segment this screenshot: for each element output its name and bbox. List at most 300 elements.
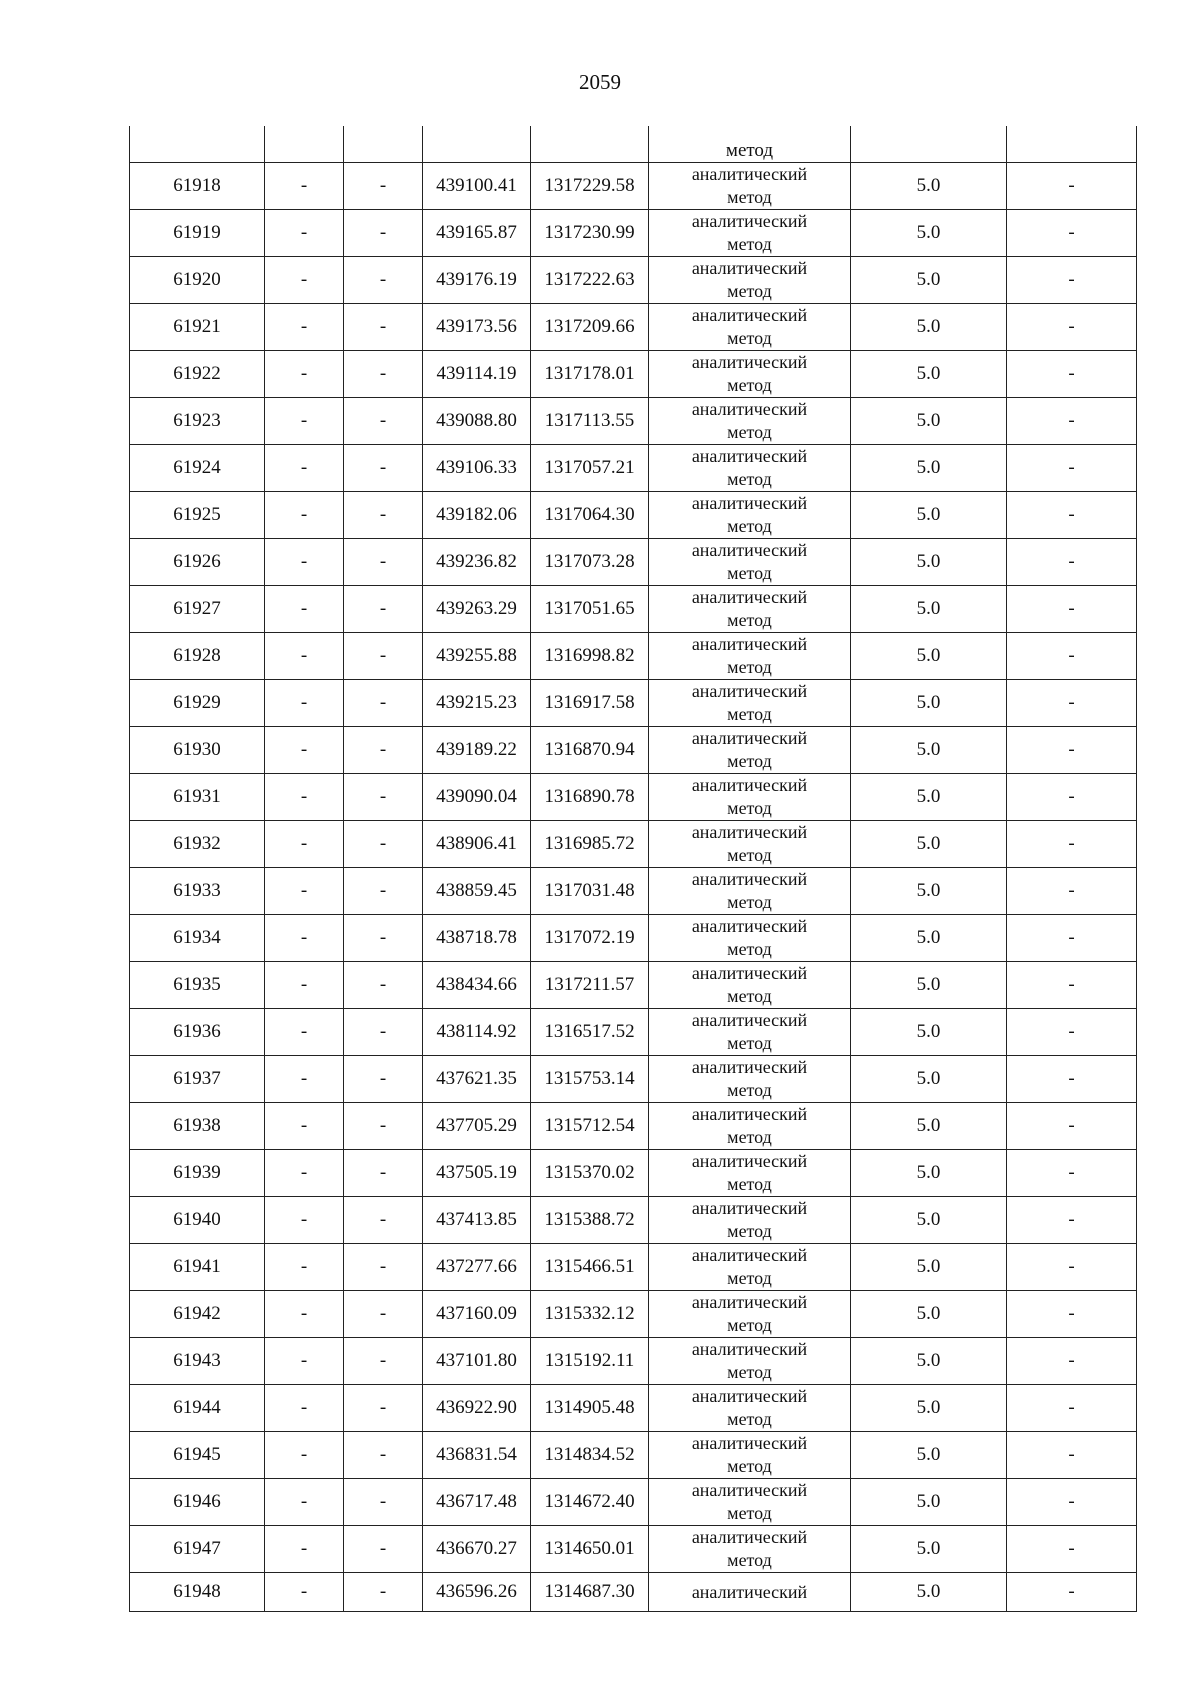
point-id-cell: 61943 (130, 1338, 265, 1385)
method-cell (649, 1197, 851, 1244)
dash-cell: - (1007, 680, 1137, 727)
dash-cell: - (1007, 586, 1137, 633)
method-cell (649, 539, 851, 586)
method-text: аналитический (691, 493, 808, 513)
x-coordinate-cell: 439088.80 (423, 398, 531, 445)
method-cell (649, 492, 851, 539)
x-coordinate-cell: 439255.88 (423, 633, 531, 680)
method-text: метод (727, 234, 772, 254)
method-text: метод (727, 281, 772, 301)
dash-cell: - (344, 445, 423, 492)
method-text: аналитический (691, 1292, 808, 1312)
method-cell (649, 1056, 851, 1103)
point-id-cell: 61923 (130, 398, 265, 445)
dash-cell: - (265, 962, 344, 1009)
dash-cell: - (1007, 915, 1137, 962)
point-id-cell: 61947 (130, 1526, 265, 1573)
method-text: аналитический (691, 916, 808, 936)
point-id-cell: 61927 (130, 586, 265, 633)
method-text: аналитический (691, 1386, 808, 1406)
table-row (130, 868, 1137, 915)
dash-cell: - (344, 1385, 423, 1432)
dash-cell: - (265, 1056, 344, 1103)
table-cell: метод (649, 126, 851, 163)
x-coordinate-cell: 438434.66 (423, 962, 531, 1009)
y-coordinate-cell: 1315192.11 (531, 1338, 649, 1385)
coordinates-table (129, 126, 1137, 1612)
table-cell (344, 126, 423, 163)
dash-cell: - (265, 680, 344, 727)
y-coordinate-cell: 1316870.94 (531, 727, 649, 774)
x-coordinate-cell: 439173.56 (423, 304, 531, 351)
point-id-cell: 61945 (130, 1432, 265, 1479)
y-coordinate-cell: 1314672.40 (531, 1479, 649, 1526)
method-text: метод (727, 1456, 772, 1476)
method-text: метод (727, 1315, 772, 1335)
point-id-cell: 61919 (130, 210, 265, 257)
accuracy-cell: 5.0 (851, 304, 1007, 351)
method-cell (649, 962, 851, 1009)
dash-cell: - (1007, 962, 1137, 1009)
x-coordinate-cell: 438906.41 (423, 821, 531, 868)
dash-cell: - (344, 492, 423, 539)
dash-cell: - (265, 539, 344, 586)
dash-cell: - (344, 1338, 423, 1385)
method-text: метод (727, 610, 772, 630)
accuracy-cell: 5.0 (851, 586, 1007, 633)
point-id-cell: 61938 (130, 1103, 265, 1150)
dash-cell: - (265, 1197, 344, 1244)
point-id-cell: 61940 (130, 1197, 265, 1244)
x-coordinate-cell: 439165.87 (423, 210, 531, 257)
dash-cell: - (265, 586, 344, 633)
point-id-cell: 61944 (130, 1385, 265, 1432)
x-coordinate-cell: 437621.35 (423, 1056, 531, 1103)
table-row (130, 1432, 1137, 1479)
y-coordinate-cell: 1317031.48 (531, 868, 649, 915)
method-cell (649, 586, 851, 633)
point-id-cell: 61922 (130, 351, 265, 398)
accuracy-cell: 5.0 (851, 1197, 1007, 1244)
x-coordinate-cell: 439236.82 (423, 539, 531, 586)
table-row (130, 1385, 1137, 1432)
x-coordinate-cell: 436596.26 (423, 1573, 531, 1612)
x-coordinate-cell: 437705.29 (423, 1103, 531, 1150)
page-number: 2059 (579, 70, 621, 94)
method-text: аналитический (691, 1198, 808, 1218)
method-text: метод (727, 1268, 772, 1288)
method-cell (649, 210, 851, 257)
dash-cell: - (265, 1338, 344, 1385)
x-coordinate-cell: 439182.06 (423, 492, 531, 539)
dash-cell: - (1007, 351, 1137, 398)
method-text: аналитический (691, 1245, 808, 1265)
method-text: метод (727, 751, 772, 771)
point-id-cell: 61935 (130, 962, 265, 1009)
dash-cell: - (344, 210, 423, 257)
x-coordinate-cell: 439106.33 (423, 445, 531, 492)
method-text: аналитический (691, 1581, 808, 1602)
method-cell (649, 821, 851, 868)
method-text: метод (727, 798, 772, 818)
table-row (130, 915, 1137, 962)
dash-cell: - (265, 445, 344, 492)
method-text: аналитический (691, 963, 808, 983)
method-text: метод (727, 375, 772, 395)
x-coordinate-cell: 436670.27 (423, 1526, 531, 1573)
y-coordinate-cell: 1317230.99 (531, 210, 649, 257)
accuracy-cell: 5.0 (851, 774, 1007, 821)
y-coordinate-cell: 1315332.12 (531, 1291, 649, 1338)
table-row (130, 774, 1137, 821)
dash-cell: - (1007, 1150, 1137, 1197)
method-text: аналитический (691, 869, 808, 889)
method-text: метод (727, 1503, 772, 1523)
table-row (130, 1009, 1137, 1056)
dash-cell: - (265, 351, 344, 398)
dash-cell: - (344, 727, 423, 774)
accuracy-cell: 5.0 (851, 868, 1007, 915)
table-cell (423, 126, 531, 163)
y-coordinate-cell: 1317229.58 (531, 163, 649, 210)
method-cell (649, 1338, 851, 1385)
dash-cell: - (344, 821, 423, 868)
x-coordinate-cell: 436717.48 (423, 1479, 531, 1526)
accuracy-cell: 5.0 (851, 163, 1007, 210)
point-id-cell: 61918 (130, 163, 265, 210)
dash-cell: - (344, 304, 423, 351)
accuracy-cell: 5.0 (851, 1244, 1007, 1291)
dash-cell: - (265, 1526, 344, 1573)
dash-cell: - (344, 868, 423, 915)
method-text: аналитический (691, 1057, 808, 1077)
table-row (130, 1197, 1137, 1244)
dash-cell: - (265, 633, 344, 680)
accuracy-cell: 5.0 (851, 492, 1007, 539)
method-text: метод (727, 1033, 772, 1053)
dash-cell: - (344, 1479, 423, 1526)
x-coordinate-cell: 439263.29 (423, 586, 531, 633)
accuracy-cell: 5.0 (851, 1526, 1007, 1573)
method-text: метод (727, 1409, 772, 1429)
dash-cell: - (1007, 1197, 1137, 1244)
method-text: аналитический (691, 211, 808, 231)
x-coordinate-cell: 439215.23 (423, 680, 531, 727)
method-text: метод (727, 845, 772, 865)
point-id-cell: 61941 (130, 1244, 265, 1291)
method-cell (649, 633, 851, 680)
dash-cell: - (1007, 1479, 1137, 1526)
table-cell (851, 126, 1007, 163)
dash-cell: - (265, 774, 344, 821)
dash-cell: - (265, 304, 344, 351)
method-text: метод (727, 1362, 772, 1382)
dash-cell: - (1007, 1291, 1137, 1338)
method-text: аналитический (691, 164, 808, 184)
method-cell (649, 1150, 851, 1197)
dash-cell: - (265, 1150, 344, 1197)
point-id-cell: 61936 (130, 1009, 265, 1056)
table-row (130, 398, 1137, 445)
dash-cell: - (1007, 1432, 1137, 1479)
dash-cell: - (1007, 398, 1137, 445)
y-coordinate-cell: 1316517.52 (531, 1009, 649, 1056)
accuracy-cell: 5.0 (851, 1056, 1007, 1103)
y-coordinate-cell: 1315712.54 (531, 1103, 649, 1150)
y-coordinate-cell: 1314687.30 (531, 1573, 649, 1612)
accuracy-cell: 5.0 (851, 962, 1007, 1009)
table-cell (265, 126, 344, 163)
method-cell (649, 257, 851, 304)
table-row (130, 304, 1137, 351)
method-cell (649, 1291, 851, 1338)
y-coordinate-cell: 1317072.19 (531, 915, 649, 962)
y-coordinate-cell: 1317178.01 (531, 351, 649, 398)
method-text: аналитический (691, 728, 808, 748)
dash-cell: - (265, 1479, 344, 1526)
dash-cell: - (1007, 1056, 1137, 1103)
method-cell (649, 1009, 851, 1056)
method-cell (649, 1432, 851, 1479)
accuracy-cell: 5.0 (851, 210, 1007, 257)
method-text: аналитический (691, 1151, 808, 1171)
method-text: аналитический (691, 1339, 808, 1359)
method-text: метод (727, 1080, 772, 1100)
dash-cell: - (1007, 633, 1137, 680)
method-cell (649, 680, 851, 727)
accuracy-cell: 5.0 (851, 680, 1007, 727)
table-row (130, 539, 1137, 586)
dash-cell: - (344, 633, 423, 680)
method-cell (649, 351, 851, 398)
dash-cell: - (265, 1385, 344, 1432)
accuracy-cell: 5.0 (851, 1573, 1007, 1612)
dash-cell: - (1007, 774, 1137, 821)
dash-cell: - (265, 1573, 344, 1612)
x-coordinate-cell: 439189.22 (423, 727, 531, 774)
y-coordinate-cell: 1316890.78 (531, 774, 649, 821)
point-id-cell: 61929 (130, 680, 265, 727)
method-text: аналитический (691, 305, 808, 325)
method-cell (649, 915, 851, 962)
point-id-cell: 61948 (130, 1573, 265, 1612)
dash-cell: - (1007, 445, 1137, 492)
point-id-cell: 61933 (130, 868, 265, 915)
dash-cell: - (1007, 304, 1137, 351)
method-cell (649, 304, 851, 351)
method-text: метод (727, 516, 772, 536)
method-cell (649, 445, 851, 492)
x-coordinate-cell: 439176.19 (423, 257, 531, 304)
table-cell (531, 126, 649, 163)
method-cell (649, 868, 851, 915)
dash-cell: - (344, 163, 423, 210)
method-text: аналитический (691, 775, 808, 795)
method-text: метод (727, 939, 772, 959)
point-id-cell: 61924 (130, 445, 265, 492)
point-id-cell: 61930 (130, 727, 265, 774)
table-row (130, 680, 1137, 727)
accuracy-cell: 5.0 (851, 539, 1007, 586)
point-id-cell: 61920 (130, 257, 265, 304)
dash-cell: - (265, 1244, 344, 1291)
x-coordinate-cell: 436831.54 (423, 1432, 531, 1479)
dash-cell: - (1007, 1009, 1137, 1056)
table-row (130, 163, 1137, 210)
method-cell (649, 727, 851, 774)
method-cell (649, 163, 851, 210)
x-coordinate-cell: 437277.66 (423, 1244, 531, 1291)
method-text: метод (727, 422, 772, 442)
x-coordinate-cell: 438114.92 (423, 1009, 531, 1056)
table-row (130, 351, 1137, 398)
method-text: аналитический (691, 1104, 808, 1124)
method-text: аналитический (691, 352, 808, 372)
dash-cell: - (344, 1432, 423, 1479)
accuracy-cell: 5.0 (851, 727, 1007, 774)
dash-cell: - (265, 915, 344, 962)
dash-cell: - (344, 1150, 423, 1197)
x-coordinate-cell: 438859.45 (423, 868, 531, 915)
dash-cell: - (265, 1009, 344, 1056)
method-text: метод (727, 657, 772, 677)
point-id-cell: 61939 (130, 1150, 265, 1197)
method-text: аналитический (691, 540, 808, 560)
accuracy-cell: 5.0 (851, 1432, 1007, 1479)
table-row (130, 633, 1137, 680)
table-row (130, 445, 1137, 492)
table-row (130, 1338, 1137, 1385)
dash-cell: - (265, 163, 344, 210)
table-row (130, 1526, 1137, 1573)
dash-cell: - (344, 398, 423, 445)
dash-cell: - (344, 1197, 423, 1244)
continuation-row (130, 126, 1137, 163)
method-cell (649, 398, 851, 445)
point-id-cell: 61932 (130, 821, 265, 868)
table-row (130, 1291, 1137, 1338)
method-cell (649, 774, 851, 821)
table-row (130, 821, 1137, 868)
method-text: аналитический (691, 258, 808, 278)
accuracy-cell: 5.0 (851, 257, 1007, 304)
method-text: аналитический (691, 399, 808, 419)
y-coordinate-cell: 1317073.28 (531, 539, 649, 586)
x-coordinate-cell: 439090.04 (423, 774, 531, 821)
dash-cell: - (344, 1291, 423, 1338)
dash-cell: - (344, 1526, 423, 1573)
table-cell (130, 126, 265, 163)
method-text: аналитический (691, 446, 808, 466)
method-text: метод (727, 1221, 772, 1241)
point-id-cell: 61937 (130, 1056, 265, 1103)
method-text: метод (727, 469, 772, 489)
method-text: аналитический (691, 822, 808, 842)
y-coordinate-cell: 1314650.01 (531, 1526, 649, 1573)
table-row (130, 1573, 1137, 1612)
method-cell (649, 1479, 851, 1526)
dash-cell: - (1007, 163, 1137, 210)
table-row (130, 1479, 1137, 1526)
y-coordinate-cell: 1317064.30 (531, 492, 649, 539)
point-id-cell: 61934 (130, 915, 265, 962)
table-row (130, 962, 1137, 1009)
dash-cell: - (1007, 1244, 1137, 1291)
y-coordinate-cell: 1314905.48 (531, 1385, 649, 1432)
accuracy-cell: 5.0 (851, 1291, 1007, 1338)
table-row (130, 1244, 1137, 1291)
method-text: метод (727, 187, 772, 207)
point-id-cell: 61942 (130, 1291, 265, 1338)
y-coordinate-cell: 1317057.21 (531, 445, 649, 492)
table-row (130, 492, 1137, 539)
accuracy-cell: 5.0 (851, 633, 1007, 680)
dash-cell: - (265, 492, 344, 539)
y-coordinate-cell: 1315753.14 (531, 1056, 649, 1103)
dash-cell: - (265, 1291, 344, 1338)
dash-cell: - (265, 868, 344, 915)
point-id-cell: 61931 (130, 774, 265, 821)
table-row (130, 1103, 1137, 1150)
table-cell (1007, 126, 1137, 163)
dash-cell: - (265, 398, 344, 445)
dash-cell: - (265, 1432, 344, 1479)
y-coordinate-cell: 1317211.57 (531, 962, 649, 1009)
x-coordinate-cell: 439100.41 (423, 163, 531, 210)
y-coordinate-cell: 1316998.82 (531, 633, 649, 680)
y-coordinate-cell: 1316985.72 (531, 821, 649, 868)
dash-cell: - (1007, 1573, 1137, 1612)
method-cell (649, 1573, 851, 1612)
dash-cell: - (344, 257, 423, 304)
method-text: аналитический (691, 587, 808, 607)
dash-cell: - (1007, 1385, 1137, 1432)
accuracy-cell: 5.0 (851, 915, 1007, 962)
y-coordinate-cell: 1316917.58 (531, 680, 649, 727)
method-text: аналитический (691, 1527, 808, 1547)
x-coordinate-cell: 437160.09 (423, 1291, 531, 1338)
accuracy-cell: 5.0 (851, 1385, 1007, 1432)
dash-cell: - (265, 210, 344, 257)
accuracy-cell: 5.0 (851, 398, 1007, 445)
dash-cell: - (265, 257, 344, 304)
dash-cell: - (1007, 868, 1137, 915)
dash-cell: - (344, 1573, 423, 1612)
dash-cell: - (344, 539, 423, 586)
dash-cell: - (1007, 821, 1137, 868)
method-text: аналитический (691, 1480, 808, 1500)
x-coordinate-cell: 439114.19 (423, 351, 531, 398)
dash-cell: - (1007, 492, 1137, 539)
dash-cell: - (1007, 257, 1137, 304)
x-coordinate-cell: 437101.80 (423, 1338, 531, 1385)
dash-cell: - (344, 1009, 423, 1056)
dash-cell: - (265, 727, 344, 774)
table-row (130, 1150, 1137, 1197)
y-coordinate-cell: 1317209.66 (531, 304, 649, 351)
table-row (130, 727, 1137, 774)
method-text: метод (727, 892, 772, 912)
dash-cell: - (344, 915, 423, 962)
point-id-cell: 61928 (130, 633, 265, 680)
accuracy-cell: 5.0 (851, 1479, 1007, 1526)
accuracy-cell: 5.0 (851, 1103, 1007, 1150)
accuracy-cell: 5.0 (851, 1338, 1007, 1385)
method-text: метод (727, 1127, 772, 1147)
method-text: аналитический (691, 1433, 808, 1453)
y-coordinate-cell: 1315370.02 (531, 1150, 649, 1197)
method-text: аналитический (691, 634, 808, 654)
